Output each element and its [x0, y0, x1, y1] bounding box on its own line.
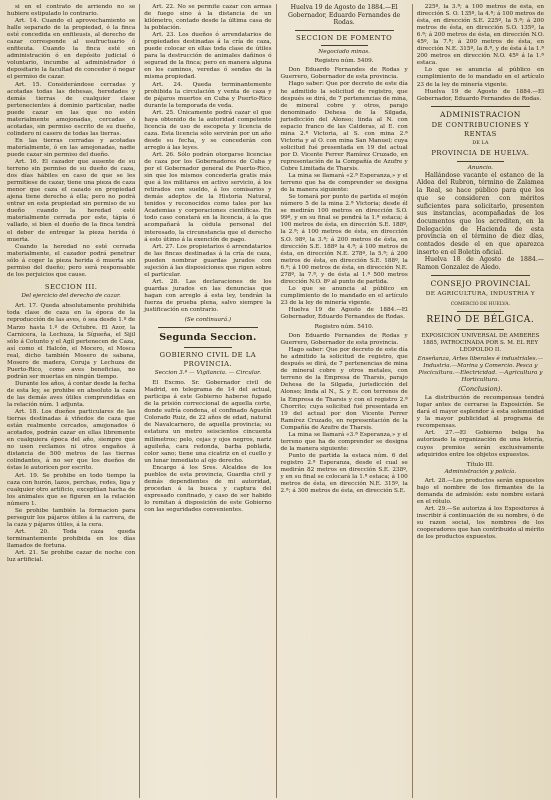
exposition-categories: Enseñanza, Artes liberales é industriales.—Industria.—Marina y Comercio. Pesca y Piscicultura.—Electricidad. —Agricultura y Horticultura. — [417, 355, 544, 384]
paragraph: Don Eduardo Fernandes de Rodas y Guerrero, Gobernador de esta provincia. — [280, 333, 408, 347]
registry-heading: Registro núm. 5409. — [314, 58, 374, 65]
divider — [431, 106, 530, 107]
section-heading: SECCION III. — [44, 282, 98, 291]
title-subheading: Administración y policía. — [444, 468, 517, 475]
paragraph: Art. 26. Sólo podrán otorgarse licencias de caza por los Gobernadores de Cuba y por el Gobernador general de Puerto-Rico, sin que los mismos concederla gratis más que á los militares en activo servicio, á los retirados con sueldo, á los comisarios y demás adeptos de la Historia Natural, tenidos y reconocidos como tales por las Academias y corporaciones científicas. En todo caso constará en la licencia, á la que acompañará la cédula personal del interesado, la circunstancia que el derecho á esto útimo á la exención de pago. — [144, 151, 272, 243]
column-2 — [139, 4, 275, 798]
council-heading: CONSEJO PROVINCIAL — [430, 278, 531, 288]
circular-heading: Seccion 3.ª — Vigilancia. — Circular. — [154, 370, 262, 377]
office-heading: ADMINISTRACION — [440, 109, 521, 119]
paragraph: Art. 21. Se prohibe cazar de noche con luz artificial. — [7, 550, 136, 564]
section-subheading: Del ejercicio del derecho de cazar. — [21, 293, 121, 300]
office-heading: DE CONTRIBUCIONES Y RENTAS — [431, 121, 530, 138]
paragraph: Hago saber: Que por decreto de este día he admitido la solicitud de registro, que después se dirá, de 7 pertenencias de mina de mineral cobre y otros metales, con terreno de la Empresa de Tharsis, parajo Dehesa de la Silgada, jurisdicción del Alonso; linda al N., S. y E. con terrenos de la Empresa de Tharsis y con el registro 2.ª Chorrito; cuya solicitud fué presentada en 19 del actual por don Vicente Ferrer Ramírez Cruzado, en representación de la Compañía de Azufre de Tharsis. — [280, 347, 408, 431]
paragraph: Durante los años, á contar desde la fecha de esta ley, se prohibe en absoluto la caza de las demás aves útiles comprendidas en la relación núm. 1 adjunta. — [7, 380, 136, 409]
paragraph: Art. 20. Toda caza queda terminantemente prohibida en los días llamados de fortuna. — [7, 528, 136, 549]
paragraph: Art. 17. Queda absolutamente prohibida toda clase de caza en la época de la reproducción de las aves, ó sea desde 1.º de Marzo hasta 1.º de Octubre. El Azor, la Carnicera, la Lechuza, la Sígueña, el Sijil sólo á Cotunto y el Agil pertenecen de Caza, así como el Halcón, el Mocero, el Mosca real, dicho también Mosero de sabana, Mosero de madera, Coruja y Lechuza de Puerto-Rico, como aves beneficias, no podrán ser muertas en ningún tiempo. — [7, 303, 136, 380]
signature-line: Huelva 19 de Agosto de 1884.—El Gobernador, Eduardo Fernandes de Rodas. — [288, 4, 401, 27]
paragraph: Punto de partida la estaca núm. 6 del registro 2.ª Esperanza, desde el cual se medirán 82 metros en dirección S.E. 238º, y en su final se colocará la 1.ª estaca; á 100 metros de ésta, en dirección N.E. 315º, la 2.ª; á 300 metros de ésta, en dirección S.E. — [280, 452, 408, 495]
paragraph: 225º, la 3.ª; á 100 metros de ésta, en dirección S. O. 135º, la 4.ª; á 100 metros de ésta, en dirección S.E. 225º, la 5.ª; á 200 metros de ésta, en dirección S.O. 135º, la 6.ª; á 200 metros de ésta, en dirección N.O. 45º, la 7.ª; á 200 metros de ésta, en dirección N.E. 315º, la 8.ª, y de ésta á la 1.ª 200 metros en dirección N.O. 45º á la 1.ª estaca. — [416, 4, 544, 67]
divider — [184, 347, 231, 348]
paragraph: si en el contrato de arriendo no se hubiere estipulado lo contrario. — [7, 4, 136, 18]
paragraph: Art. 22. No se permite cazar con armas de fuego sino á la distancia de un kilómetro, contado desde la última casa de la población. — [144, 4, 272, 32]
office-heading: DE LA — [472, 140, 489, 147]
paragraph: Huelva 19 de Agosto de 1884.—El Gobernador, Eduardo Fernandes de Rodas. — [280, 306, 408, 321]
paragraph: Art. 23. Los dueños ó arrendatarios de propiedades destinadas á la cría de caza, puede colocar en ellas toda clase de útiles para la destrucción de animales dañinos ó segurad de la finca; pero en manera alguna en los caminos, veredas ó sendas de la misma propiedad. — [144, 32, 272, 81]
divider — [457, 161, 504, 162]
divider — [158, 327, 257, 328]
column-1 — [3, 4, 139, 798]
department-heading: GOBIERNO CIVIL DE LA PROVINCIA. — [159, 351, 257, 368]
paragraph: Art. 27. Los propietarios ó arrendatarios de las fincas destinadas á la cría de caza, pueden nombrar guardas jurados con sujeción á las disposiciones que rigen sobre el particular. — [144, 243, 272, 278]
office-heading: PROVINCIA DE HUELVA. — [431, 149, 530, 158]
subsection-heading: Negociado minas. — [318, 49, 370, 56]
paragraph: Huelva 19 de Agosto de 1884.—El Gobernador, Eduardo Fernandes de Rodas. — [416, 88, 544, 102]
paragraph: La mina se llamará «3.ª Esperanza,» y el terreno que ha de comprender se designa de la manera siguiente: — [280, 431, 408, 452]
divider — [295, 30, 394, 31]
paragraph: Art. 14. Cuando el aprovechamiento se halle separado de la propiedad, ó la finca esté concedida en enfiteusis, al derecho de cazar corresponde al usufructuario ó enfiteuta. Cuando la finca esté en administración ó en depósito judicial ó voluntario, incumbe al administrador ó depositario la facultad de conceder ó negar el permiso de cazar. — [7, 18, 136, 81]
continuation-note: (Se continuará.) — [184, 317, 232, 324]
section-title: Segunda Seccion. — [159, 332, 257, 344]
paragraph: Art. 24. Queda terminantemente prohibida la circulación y venta de caza y de pájaros muertos en Cuba y Puerto-Rico durante la temporada de veda. — [144, 81, 272, 109]
notice-heading: Anuncio. — [467, 164, 493, 171]
divider — [457, 329, 504, 330]
paragraph: Art. 15. Considerándose cerradas y acotadas todas las dehesas, heredades y demás tierras de cualquier clase pertenecientes á dominio particular, nadie puede cazar en las que no estén materialmente amojonadas, cercadas ó acotadas, sin permiso escrito de su dueño, colindero ni casero de todas las tierras. — [7, 81, 136, 137]
paragraph: Art. 28.—Los productos serán expuestos bajo el nombre de los firmantes de la demanda de admisión: este nombre estará en el rótulo. — [416, 477, 544, 505]
exposition-heading: EXPOSICION UNIVERSAL DE AMBERES 1885, PATROCINADA POR S. M. EL REY LEOPOLDO II. — [421, 332, 540, 353]
paragraph: Art. 19. Se prohibe en todo tiempo la caza con hurón, lazos, perchas, redes, liga y cualquier otro artificio, exceptúan hacha de los animales que se figuren en la relación número 1. — [7, 472, 136, 507]
paragraph: Lo que se anuncia al público en cumplimiento de lo mandado en el artículo 23 de la ley de minería vigente. — [416, 67, 544, 88]
paragraph: Art. 27.—El Gobierno belga ha autorizado la organización de una lotería, cuyos premios serán exclusivamente adquiridos entre los objetos expuestos. — [416, 430, 544, 458]
section-heading: SECCION DE FOMENTO — [296, 33, 393, 42]
divider — [321, 45, 368, 46]
paragraph: El Excmo. Sr. Gobernador civil de Madrid, en telegrama de 14 del actual, participa á este Gobierno haberse fugado de la prisión correccional de aquella corte, donde sufría condena, el confinado Agustín Colorado Ruiz, de 22 años de edad, natural de Navalcarnero, de aquella provincia; su estatura un metro seiscientos cincuenta milímetros; pelo, cejas y ojos negros, nariz aguileña, cara redonda, barba poblada, color sano; tiene una cicatriz en el cuello y un lunar inmediato al ojo derecho. — [144, 380, 272, 464]
column-4 — [412, 4, 548, 798]
paragraph: Hallándose vacante el estanco de la Aldea del Rubron, término de Zalamea la Real, se hace público para que los que se consideren con méritos suficientes para solicitarlo, presenten sus instancias, acompañadas de los documentos que los acrediten, en la Delegación de Hacienda de esta provincia en el término de diez días, contados desde el en que aparezca inserto en el Boletín oficial. — [416, 171, 544, 256]
column-3 — [276, 4, 412, 798]
paragraph: Art. 29.—Se autoriza á los Expositores á inscribir á continuación de su nombre, ó de su razon social, los nombres de los cooperadores que han contribuido al mérito de los productos expuestos. — [416, 505, 544, 541]
council-heading: COMERCIO DE HUELVA. — [450, 301, 511, 307]
paragraph: Encargo á los Sres. Alcaldes de los pueblos de esta provincia, Guardia civil y demás dependientes de mi autoridad, procedan á la busca y captura del expresado confinado, y caso de ser habido lo remitan á disposición de este Gobierno con las seguridades convenientes. — [144, 464, 272, 513]
paragraph: Se prohibe también la formacion para perseguir los pájaros útiles á la carrera, de la caza y pájaros útiles, á la cera. — [7, 507, 136, 528]
paragraph: Art. 25. Únicamente podrá cazar el que haya obtenido de la autoridad competente licencia de uso de escopeta y licencia de caza. Esta licencia sólo servirán por un año desde su fecha, y se concederán con arreglo á las leyes. — [144, 109, 272, 151]
paragraph: La distribución de recompensas tendrá lugar antes de cerrarse la Exposición. Se dará el mayor esplendor á esta solemnidad y la mayor publicidad al programa de recompensas. — [416, 395, 544, 430]
registry-heading: Registro núm. 5410. — [314, 324, 374, 331]
conclusion-heading: (Conclusion). — [458, 385, 503, 394]
divider — [431, 275, 530, 276]
paragraph: Art. 16. El cazador que ausente de su terreno sin permiso de su dueño de caza, dos días hábiles en caso de que se les permitiese de cazar, tiene una pieza de caza menor que caza el cazado en propiedad ajena tiene derecho á ella; pero no podrá entrar en esta propiedad sin permiso de su dueño cuando la heredad esté materialmente cerrada por este, tápia ó vallado, si bien el dueño de la finca tendrá el deber de entregar la pieza herida ó muerta. — [7, 159, 136, 243]
paragraph: Don Eduardo Fernandes de Rodas y Guerrero, Gobernador de esta provincia. — [280, 67, 408, 81]
paragraph: Se tomará por punto de partida el mojón número 5 de la mina 2.ª Victoria; desde él se medirán 100 metros en dirección S.O. 99º, y en su final se pondrá la 1.ª estaca; á 100 metros de ésta, en dirección S.E. 188º, la 2.ª; á 100 metros de ésta, en dirección S.O. 98º, la 3.ª; á 200 metros de ésta, en dirección S.E. 188º la 4.ª; á 100 metros de ésta, en dirección N.E. 278º, la 5.ª; á 200 metros de ésta, en dirección S.E. 188º, la 6.ª; á 100 metros de ésta, en dirección N.E. 278º, la 7.ª, y de ésta al 1.ª 500 metros dirección N.O. 8º al punto de partida. — [280, 194, 408, 285]
paragraph: Art. 18. Los dueños particulares de las tierras destinadas á viñedos de caza que están realmente cercados, amojonados ó acotados, podrán cazar en ellas libremente en cualquiera época del año, siempre que no usen reclamos ni otros engaños á distancia de 500 metros de las tierras colindantes, á no ser que los dueños de éstas le autoricen por escrito. — [7, 409, 136, 472]
paragraph: Art. 28. Las declaraciones de los guardas jurados en las denuncias que hagan con arreglo á esta ley, tendrán la fuerza de prueba plena, salvo siempre la justificación en contrario. — [144, 278, 272, 314]
title-heading: Título III. — [466, 461, 494, 468]
paragraph: Huelva 18 de Agosto de 1884.—Ramon Gonzalez de Aledo. — [416, 256, 544, 272]
paragraph: En las tierras cerradas y acotadas materialmente, ó en las amojonadas, nadie puede cazar sin permiso del dueño. — [7, 137, 136, 158]
divider — [457, 311, 504, 312]
paragraph: Lo que se anuncia al público en cumplimiento de lo mandado en el artículo 23 de la ley de minería vigente. — [280, 285, 408, 306]
paragraph: La mina se llamará «2.ª Esperanza,» y el terreno que ha de comprender se designa de la manera siguiente: — [280, 173, 408, 194]
council-heading: DE AGRICULTURA, INDUSTRIA Y — [425, 291, 535, 298]
paragraph: Hago saber: Que por decreto de este día he admitido la solicitud de registro, que después se dirá, de 7 pertenencias de mina, de mineral cobre y otros, parajo denominado Dehesa de la Silgada, jurisdicción del Alonso; linda al N. con espacio franco de las Calderas, al E. con mina 2.ª Victoria, al S. con mina 2.ª Victoria y al O. con mina San Manuel; cuya solicitud fué presentada en 19 del actual por D. Vicente Ferrer Ramírez Cruzado, en representación de la Compañía de Azufre y Cobre Limitada de Tharsis. — [280, 81, 408, 173]
paragraph: Cuando la heredad no esté cerrada materialmente, el cazador podrá penetrar sólo á coger la pieza herida ó muerta sin permiso del dueño; pero será responsable de los perjuicios que cause. — [7, 243, 136, 278]
country-heading: REINO DE BÉLGICA. — [426, 314, 535, 325]
